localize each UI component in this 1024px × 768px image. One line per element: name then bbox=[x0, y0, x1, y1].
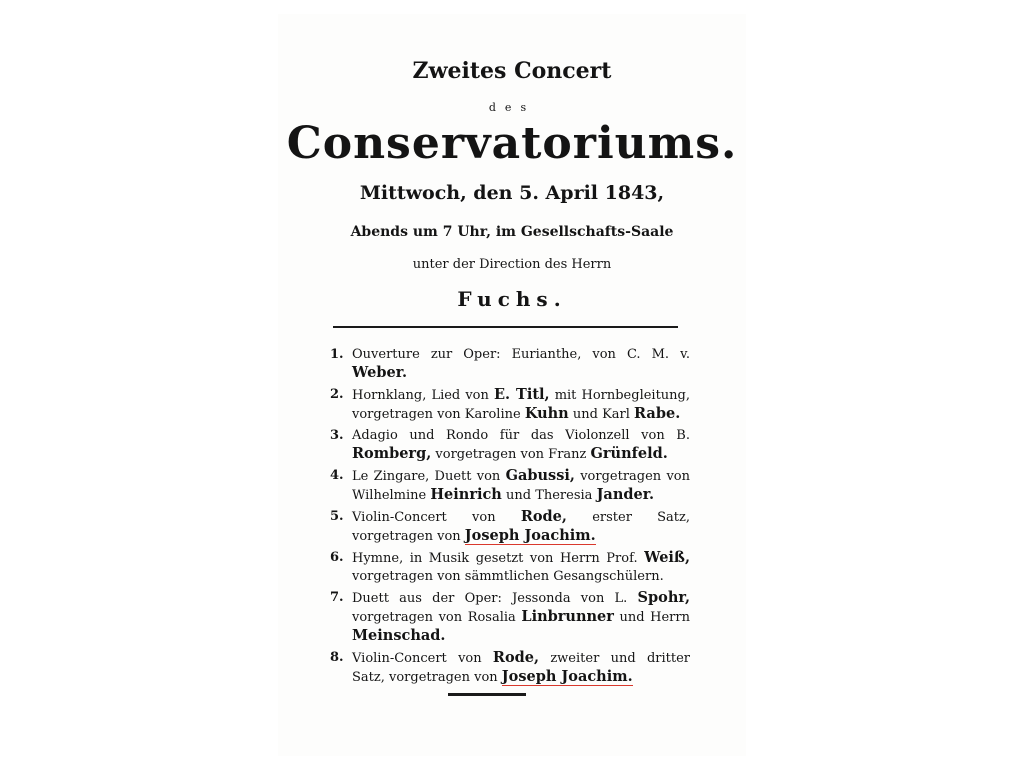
program-item-1: 1. Ouverture zur Oper: Eurianthe, von C. M. v. Weber. bbox=[330, 347, 690, 381]
program-item-4: 4. Le Zingare, Duett von Gabussi, vorgetragen von Wilhelmine Heinrich und Theresia Jander. bbox=[330, 467, 690, 503]
conductor-name: Fuchs. bbox=[457, 287, 567, 311]
conservatory-title: Conservatoriums. bbox=[286, 118, 738, 169]
direction-line: unter der Direction des Herrn bbox=[412, 257, 612, 272]
program-item-7: 7. Duett aus der Oper: Jessonda von L. Spohr, vorgetragen von Rosalia Linbrunner und Herrn Meinschad. bbox=[330, 589, 690, 644]
program-item-8: 8. Violin-Concert von Rode, zweiter und dritter Satz, vorgetragen von Joseph Joachim. bbox=[330, 649, 690, 685]
performer-underline: Joseph Joachim. bbox=[501, 668, 633, 685]
concert-number-heading: Zweites Concert bbox=[412, 58, 612, 84]
program-item-6: 6. Hymne, in Musik gesetzt von Herrn Prof. Weiß, vorgetragen von sämmtlichen Gesangschülern. bbox=[330, 549, 690, 584]
program-item-3: 3. Adagio und Rondo für das Violonzell von B. Romberg, vorgetragen von Franz Grünfeld. bbox=[330, 428, 690, 462]
program-list bbox=[330, 346, 690, 690]
program-item-5: 5. Violin-Concert von Rode, erster Satz, vorgetragen von Joseph Joachim. bbox=[330, 508, 691, 544]
program-item-2: 2. Hornklang, Lied von E. Titl, mit Hornbegleitung, vorgetragen von Karoline Kuhn und Karl Rabe. bbox=[330, 386, 690, 422]
date-line: Mittwoch, den 5. April 1843, bbox=[359, 182, 665, 204]
divider-rule bbox=[333, 326, 678, 328]
des-label: des bbox=[488, 101, 536, 114]
closing-rule bbox=[448, 693, 526, 696]
performer-underline: Joseph Joachim. bbox=[464, 527, 596, 544]
time-venue-line: Abends um 7 Uhr, im Gesellschafts-Saale bbox=[350, 224, 674, 240]
